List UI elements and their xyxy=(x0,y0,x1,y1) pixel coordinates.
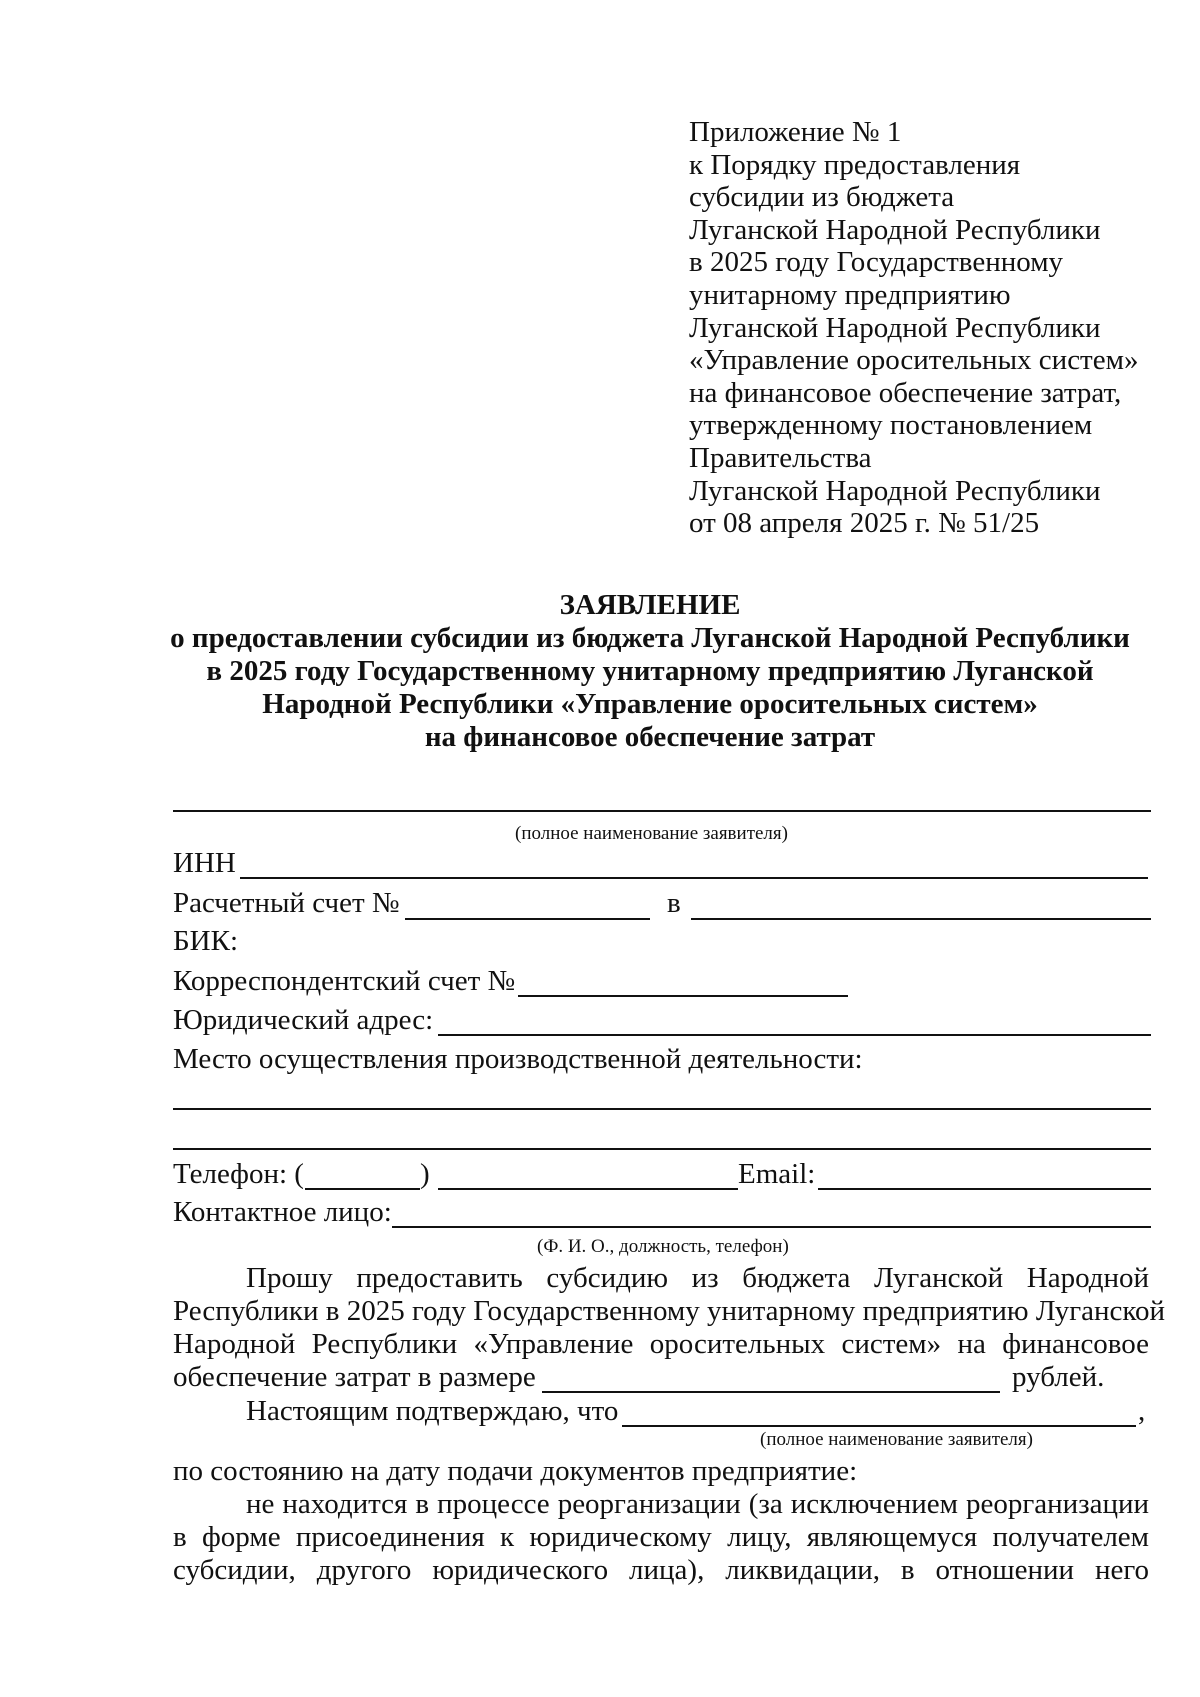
appendix-line: к Порядку предоставления xyxy=(689,148,1021,181)
word: находится xyxy=(282,1488,408,1520)
production-place-field-2[interactable] xyxy=(173,1148,1151,1150)
phone-paren-close: ) xyxy=(420,1158,430,1190)
word: него xyxy=(1094,1554,1150,1586)
word: Государственному xyxy=(473,1295,700,1327)
appendix-line: Приложение № 1 xyxy=(689,116,902,148)
word: присоединения xyxy=(295,1521,485,1553)
amount-currency: рублей. xyxy=(1012,1361,1105,1393)
word: году xyxy=(411,1295,467,1327)
condition-paragraph-line xyxy=(246,1487,1149,1521)
confirm-applicant-field[interactable] xyxy=(622,1425,1136,1427)
document-heading: ЗАЯВЛЕНИЕ xyxy=(559,589,741,621)
word: предприятию xyxy=(862,1295,1029,1327)
word: исключением xyxy=(790,1488,958,1520)
production-place-field-1[interactable] xyxy=(173,1108,1151,1110)
appendix-line: Луганской Народной Республики xyxy=(689,474,1101,507)
email-field[interactable] xyxy=(818,1188,1151,1190)
word: в xyxy=(900,1554,915,1586)
amount-field[interactable] xyxy=(542,1391,1000,1393)
word: реорганизации xyxy=(557,1488,741,1520)
word: являющемуся xyxy=(806,1521,978,1553)
legal-address-label: Юридический адрес: xyxy=(173,1004,434,1036)
word: другого xyxy=(316,1554,412,1586)
word: в xyxy=(415,1488,430,1520)
contact-person-caption: (Ф. И. О., должность, телефон) xyxy=(537,1236,789,1257)
word: 2025 xyxy=(346,1295,405,1327)
appendix-line: Луганской Народной Республики xyxy=(689,213,1101,246)
word: получателем xyxy=(992,1521,1150,1553)
appendix-line: утвержденному постановлением xyxy=(689,409,1093,442)
confirm-prefix: Настоящим подтверждаю, что xyxy=(246,1395,619,1427)
state-line: по состоянию на дату подачи документов предприятие: xyxy=(173,1455,858,1487)
word: юридическому xyxy=(529,1521,712,1553)
confirm-comma: , xyxy=(1138,1395,1146,1427)
word: Луганской xyxy=(873,1262,1004,1294)
account-bank-preposition: в xyxy=(667,887,681,919)
word: систем» xyxy=(841,1328,942,1360)
word: не xyxy=(246,1488,275,1520)
document-title-line-2: в 2025 году Государственному унитарному предприятию Луганской xyxy=(206,655,1094,687)
word: реорганизации xyxy=(965,1488,1150,1520)
appendix-line: в 2025 году Государственному xyxy=(689,246,1064,279)
account-bank-field[interactable] xyxy=(691,918,1151,920)
word: из xyxy=(691,1262,719,1294)
word: бюджета xyxy=(742,1262,851,1294)
appendix-note xyxy=(689,116,1149,540)
word: процессе xyxy=(437,1488,550,1520)
production-place-label: Место осуществления производственной деятельности: xyxy=(173,1043,863,1075)
confirm-applicant-caption: (полное наименование заявителя) xyxy=(760,1429,1033,1450)
appendix-line: унитарному предприятию xyxy=(689,278,1011,311)
applicant-name-field[interactable] xyxy=(173,810,1151,812)
word: Республики xyxy=(311,1328,458,1360)
word: Народной xyxy=(173,1328,296,1360)
word: финансовое xyxy=(1002,1328,1150,1360)
condition-paragraph-line xyxy=(173,1553,1149,1587)
appendix-line: Луганской Народной Республики xyxy=(689,311,1101,344)
account-label: Расчетный счет № xyxy=(173,887,400,919)
amount-prefix: обеспечение затрат в размере xyxy=(173,1361,536,1393)
document-title-line-4: на финансовое обеспечение затрат xyxy=(424,721,876,753)
phone-label: Телефон: ( xyxy=(173,1158,304,1190)
appendix-line: Правительства xyxy=(689,441,872,474)
word: в xyxy=(325,1295,340,1327)
word: субсидии, xyxy=(173,1554,296,1586)
word: лица), xyxy=(629,1554,705,1586)
word: Прошу xyxy=(246,1262,333,1294)
word: к xyxy=(499,1521,515,1553)
inn-field[interactable] xyxy=(240,877,1148,879)
word: отношении xyxy=(935,1554,1075,1586)
contact-person-label: Контактное лицо: xyxy=(173,1196,392,1228)
word: лицу, xyxy=(727,1521,792,1553)
word: Народной xyxy=(1026,1262,1150,1294)
request-paragraph-line xyxy=(173,1294,1166,1328)
document-title-line-1: о предоставлении субсидии из бюджета Луганской Народной Республики xyxy=(170,622,1130,654)
phone-code-field[interactable] xyxy=(305,1188,420,1190)
word: Республики xyxy=(173,1295,319,1327)
word: юридического xyxy=(432,1554,609,1586)
word: унитарному xyxy=(707,1295,856,1327)
phone-number-field[interactable] xyxy=(438,1188,738,1190)
inn-label: ИНН xyxy=(173,847,236,879)
appendix-line: «Управление оросительных систем» xyxy=(689,344,1139,377)
request-paragraph-line xyxy=(246,1261,1149,1295)
legal-address-field[interactable] xyxy=(438,1034,1151,1036)
appendix-line: от 08 апреля 2025 г. № 51/25 xyxy=(689,507,1040,540)
word: (за xyxy=(748,1488,783,1520)
word: ликвидации, xyxy=(725,1554,880,1586)
appendix-line: на финансовое обеспечение затрат, xyxy=(689,376,1122,409)
document-title-line-3: Народной Республики «Управление оросительных систем» xyxy=(262,688,1038,720)
word: «Управление xyxy=(473,1328,634,1360)
condition-paragraph-line xyxy=(173,1520,1149,1554)
email-label: Email: xyxy=(738,1158,816,1190)
word: субсидию xyxy=(546,1262,669,1294)
word: форме xyxy=(202,1521,281,1553)
word: на xyxy=(957,1328,986,1360)
word: в xyxy=(173,1521,187,1553)
account-number-field[interactable] xyxy=(405,918,650,920)
applicant-name-caption: (полное наименование заявителя) xyxy=(515,823,788,844)
word: оросительных xyxy=(649,1328,826,1360)
corr-account-label: Корреспондентский счет № xyxy=(173,965,516,997)
bik-label: БИК: xyxy=(173,925,238,957)
contact-person-field[interactable] xyxy=(392,1226,1151,1228)
word: Луганской xyxy=(1035,1295,1166,1327)
corr-account-field[interactable] xyxy=(518,995,848,997)
appendix-line: субсидии из бюджета xyxy=(689,181,955,214)
word: предоставить xyxy=(356,1262,523,1294)
request-paragraph-line xyxy=(173,1327,1149,1361)
